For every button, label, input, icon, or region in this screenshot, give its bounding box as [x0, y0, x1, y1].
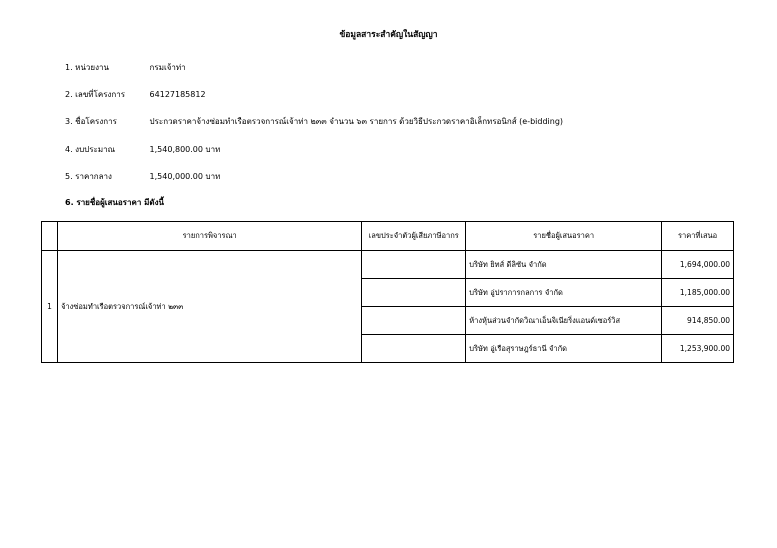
info-label: 4. งบประมาณ [65, 145, 116, 154]
info-row-budget [65, 143, 220, 156]
column-header-number [42, 222, 58, 251]
info-row-median-price [65, 170, 220, 183]
page-title: ข้อมูลสาระสำคัญในสัญญา [339, 30, 438, 40]
info-label: 3. ชื่อโครงการ [65, 117, 117, 126]
bidders-heading: 6. รายชื่อผู้เสนอราคา มีดังนี้ [65, 198, 164, 207]
bidder-tax-id [362, 279, 466, 307]
bid-price: 1,253,900.00 [662, 335, 734, 363]
table-row [42, 251, 734, 279]
bidder-name: บริษัท ยิทส์ ดีลิซัน จำกัด [466, 251, 662, 279]
bid-price: 1,694,000.00 [662, 251, 734, 279]
info-row-project-number [65, 88, 206, 101]
info-row-project-name [65, 115, 563, 128]
info-label: 1. หน่วยงาน [65, 63, 109, 72]
column-header-item: รายการพิจารณา [58, 222, 362, 251]
info-value: กรมเจ้าท่า [149, 63, 186, 72]
info-label: 5. ราคากลาง [65, 172, 112, 181]
bidder-name: บริษัท อู่เรือสุราษฎร์ธานี จำกัด [466, 335, 662, 363]
item-name: จ้างซ่อมทำเรือตรวจการณ์เจ้าท่า ๒๓๓ [58, 251, 362, 363]
bidder-name: บริษัท อู่ปราการกลการ จำกัด [466, 279, 662, 307]
table-header-row [42, 222, 734, 251]
info-value: 1,540,000.00 บาท [149, 172, 221, 181]
item-number: 1 [42, 251, 58, 363]
bidder-name: ห้างหุ้นส่วนจำกัดวิณาเอ็นจิเนียริ่งแอนด์เซอร์วิส [466, 307, 662, 335]
info-value: ประกวดราคาจ้างซ่อมทำเรือตรวจการณ์เจ้าท่า ๒๓๓ จำนวน ๖๓ รายการ ด้วยวิธีประกวดราคาอิเล็กทรอนิกส์ (e-bidding) [149, 117, 564, 126]
info-value: 64127185812 [149, 90, 206, 99]
column-header-tax-id: เลขประจำตัวผู้เสียภาษีอากร [362, 222, 466, 251]
bid-price: 1,185,000.00 [662, 279, 734, 307]
info-row-agency [65, 61, 186, 74]
bidder-tax-id [362, 251, 466, 279]
info-value: 1,540,800.00 บาท [149, 145, 221, 154]
column-header-price: ราคาที่เสนอ [662, 222, 734, 251]
bidder-tax-id [362, 335, 466, 363]
info-label: 2. เลขที่โครงการ [65, 90, 126, 99]
bidders-table [41, 221, 734, 363]
column-header-bidder-name: รายชื่อผู้เสนอราคา [466, 222, 662, 251]
bid-price: 914,850.00 [662, 307, 734, 335]
bidder-tax-id [362, 307, 466, 335]
